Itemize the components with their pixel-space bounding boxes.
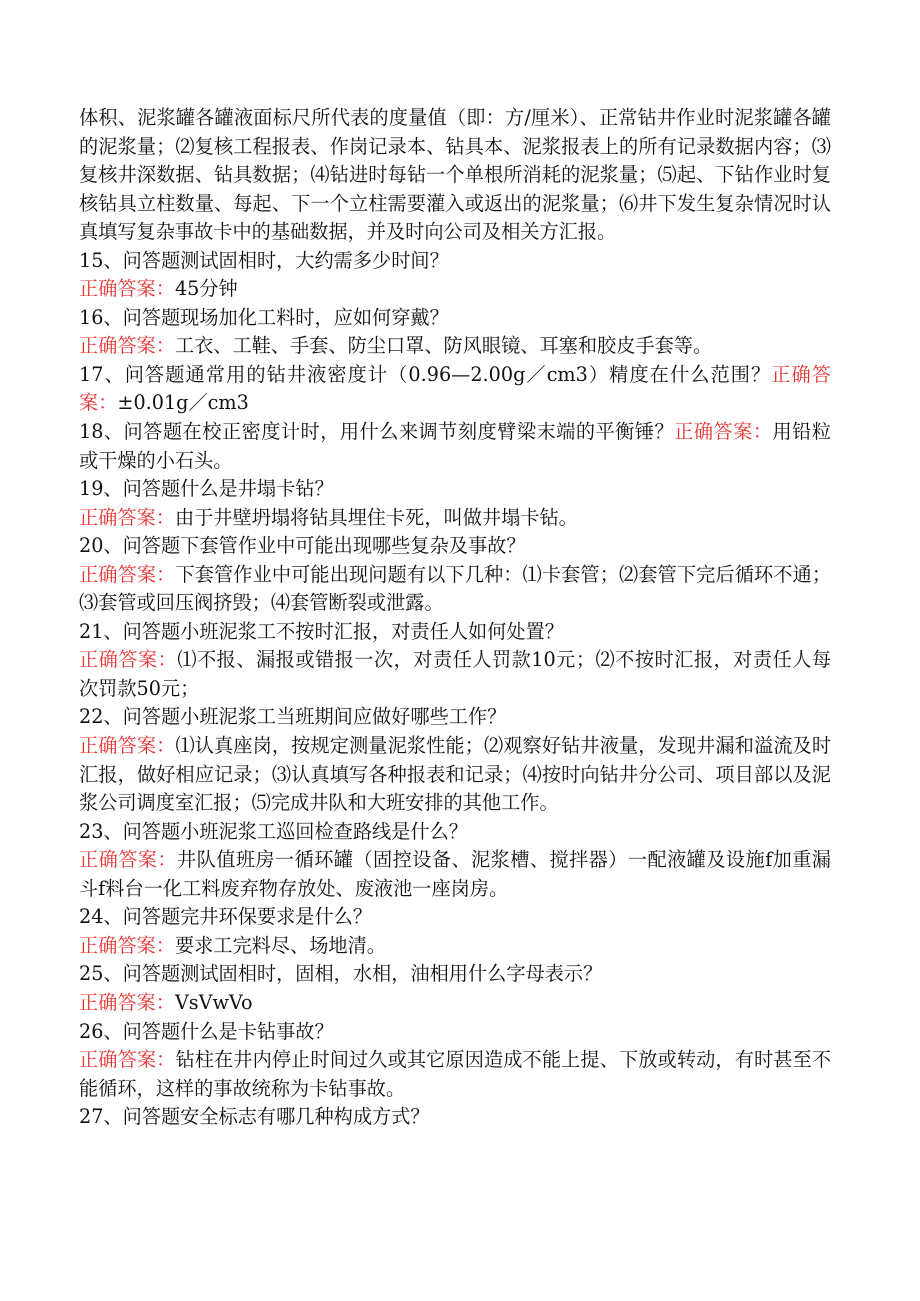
question-26: 26、问答题什么是卡钻事故？ xyxy=(79,1019,334,1043)
answer-label: 正确答案： xyxy=(79,990,175,1014)
document-page xyxy=(79,104,831,1132)
answer-text: ⑴不报、漏报或错报一次，对责任人罚款10元；⑵不按时汇报，对责任人每次罚款50元； xyxy=(79,648,831,700)
question-22: 22、问答题小班泥浆工当班期间应做好哪些工作？ xyxy=(79,705,507,729)
answer-15 xyxy=(79,275,831,304)
answer-label: 正确答案： xyxy=(79,848,178,872)
question-15: 15、问答题测试固相时，大约需多少时间？ xyxy=(79,248,449,272)
answer-text: 工衣、工鞋、手套、防尘口罩、防风眼镜、耳塞和胶皮手套等。 xyxy=(174,334,713,358)
answer-label: 正确答案： xyxy=(79,562,176,586)
answer-21 xyxy=(79,646,831,703)
answer-text: 用铅粒或干燥的小石头。 xyxy=(79,420,832,472)
answer-text: ±0.01g／cm3 xyxy=(117,391,249,415)
question-20: 20、问答题下套管作业中可能出现哪些复杂及事故？ xyxy=(79,534,526,558)
answer-19 xyxy=(79,504,831,533)
answer-label: 正确答案： xyxy=(79,505,175,529)
question-17 xyxy=(79,361,831,418)
answer-label: 正确答案： xyxy=(79,334,175,358)
question-24: 24、问答题完井环保要求是什么？ xyxy=(79,905,373,929)
answer-label: 正确答案： xyxy=(79,648,178,672)
question-21: 21、问答题小班泥浆工不按时汇报，对责任人如何处置？ xyxy=(79,619,564,643)
answer-label: 正确答案： xyxy=(674,420,773,444)
question-16: 16、问答题现场加化工料时，应如何穿戴？ xyxy=(79,305,449,329)
intro-paragraph: 体积、泥浆罐各罐液面标尺所代表的度量值（即：方/厘米）、正常钻井作业时泥浆罐各罐的泥浆量；⑵复核工程报表、作岗记录本、钻具本、泥浆报表上的所有记录数据内容；⑶复核井深数据、钻具数据；⑷钻进时每钻一个单根所消耗的泥浆量；⑸起、下钻作业时复核钻具立柱数量、每起、下一个立柱需要灌入或返出的泥浆量；⑹井下发生复杂情况时认真填写复杂事故卡中的基础数据，并及时向公司及相关方汇报。 xyxy=(79,106,831,244)
answer-text: VsVwVo xyxy=(174,990,253,1014)
answer-23 xyxy=(79,846,831,903)
answer-label: 正确答案： xyxy=(79,277,175,301)
question-23: 23、问答题小班泥浆工巡回检查路线是什么？ xyxy=(79,819,468,843)
answer-label: 正确答案： xyxy=(79,734,176,758)
answer-text: 下套管作业中可能出现问题有以下几种：⑴卡套管；⑵套管下完后循环不通；⑶套管或回压阀挤毁；⑷套管断裂或泄露。 xyxy=(79,562,832,615)
question-27: 27、问答题安全标志有哪几种构成方式？ xyxy=(79,1105,430,1129)
answer-26 xyxy=(79,1046,831,1103)
answer-label: 正确答案： xyxy=(79,933,175,957)
question-text: 17、问答题通常用的钻井液密度计（0.96—2.00g／cm3）精度在什么范围？ xyxy=(79,362,772,386)
answer-text: ⑴认真座岗，按规定测量泥浆性能；⑵观察好钻井液量，发现井漏和溢流及时汇报，做好相应记录；⑶认真填写各种报表和记录；⑷按时向钻井分公司、项目部以及泥浆公司调度室汇报；⑸完成井队和大班安排的其他工作。 xyxy=(79,734,832,815)
answer-25 xyxy=(79,989,831,1018)
answer-16 xyxy=(79,332,831,361)
answer-text: 井队值班房一循环罐（固控设备、泥浆槽、搅拌器）一配液罐及设施f加重漏斗f料台一化工料废弃物存放处、废液池一座岗房。 xyxy=(79,848,831,900)
answer-text: 45分钟 xyxy=(174,277,238,301)
question-25: 25、问答题测试固相时，固相，水相，油相用什么字母表示？ xyxy=(79,962,603,986)
answer-text: 要求工完料尽、场地清。 xyxy=(174,933,386,957)
answer-label: 正确答案： xyxy=(79,362,831,415)
question-18 xyxy=(79,418,831,475)
answer-text: 钻柱在井内停止时间过久或其它原因造成不能上提、下放或转动，有时甚至不能循环，这样的事故统称为卡钻事故。 xyxy=(79,1048,832,1100)
question-text: 18、问答题在校正密度计时，用什么来调节刻度臂梁末端的平衡锤？ xyxy=(79,420,675,444)
answer-22 xyxy=(79,732,831,818)
answer-label: 正确答案： xyxy=(79,1048,176,1072)
answer-24 xyxy=(79,932,831,961)
answer-text: 由于井壁坍塌将钻具埋住卡死，叫做井塌卡钻。 xyxy=(174,505,578,529)
answer-20 xyxy=(79,561,831,618)
question-19: 19、问答题什么是井塌卡钻？ xyxy=(79,477,334,501)
